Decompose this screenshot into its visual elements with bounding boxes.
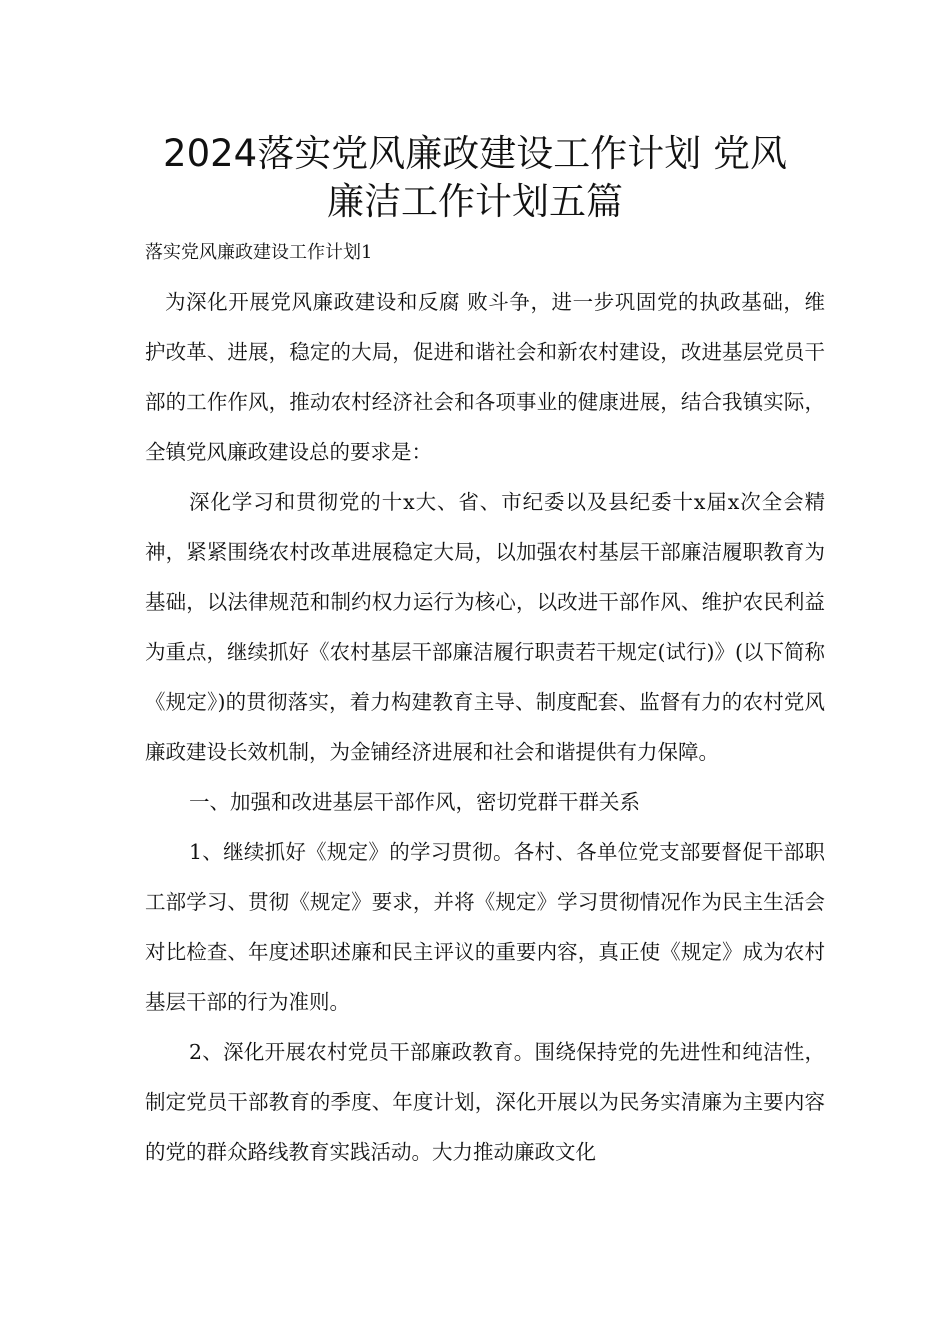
document-body — [145, 277, 825, 1177]
section-heading: 落实党风廉政建设工作计划1 — [145, 242, 373, 263]
paragraph-item-2: 2、深化开展农村党员干部廉政教育。围绕保持党的先进性和纯洁性，制定党员干部教育的季度、年度计划，深化开展以为民务实清廉为主要内容的党的群众路线教育实践活动。大力推动廉政文化 — [145, 1040, 825, 1164]
paragraph-section-one-heading: 一、加强和改进基层干部作风，密切党群干群关系 — [189, 790, 640, 814]
document-title-line-2: 廉洁工作计划五篇 — [327, 180, 623, 223]
paragraph-intro: 为深化开展党风廉政建设和反腐 败斗争，进一步巩固党的执政基础，维护改革、进展，稳定的大局，促进和谐社会和新农村建设，改进基层党员干部的工作作风，推动农村经济社会和各项事业的健康进展，结合我镇实际，全镇党风廉政建设总的要求是： — [145, 290, 825, 464]
paragraph-requirements: 深化学习和贯彻党的十x大、省、市纪委以及县纪委十x届x次全会精神，紧紧围绕农村改革进展稳定大局，以加强农村基层干部廉洁履职教育为基础，以法律规范和制约权力运行为核心，以改进干部作风、维护农民利益为重点，继续抓好《农村基层干部廉洁履行职责若干规定(试行)》(以下简称《规定》)的贯彻落实，着力构建教育主导、制度配套、监督有力的农村党风廉政建设长效机制，为金铺经济进展和社会和谐提供有力保障。 — [145, 490, 825, 764]
paragraph-item-1: 1、继续抓好《规定》的学习贯彻。各村、各单位党支部要督促干部职工部学习、贯彻《规定》要求，并将《规定》学习贯彻情况作为民主生活会对比检查、年度述职述廉和民主评议的重要内容，真正使《规定》成为农村基层干部的行为准则。 — [145, 840, 825, 1014]
document-title-line-1: 2024落实党风廉政建设工作计划 党风 — [163, 132, 787, 175]
